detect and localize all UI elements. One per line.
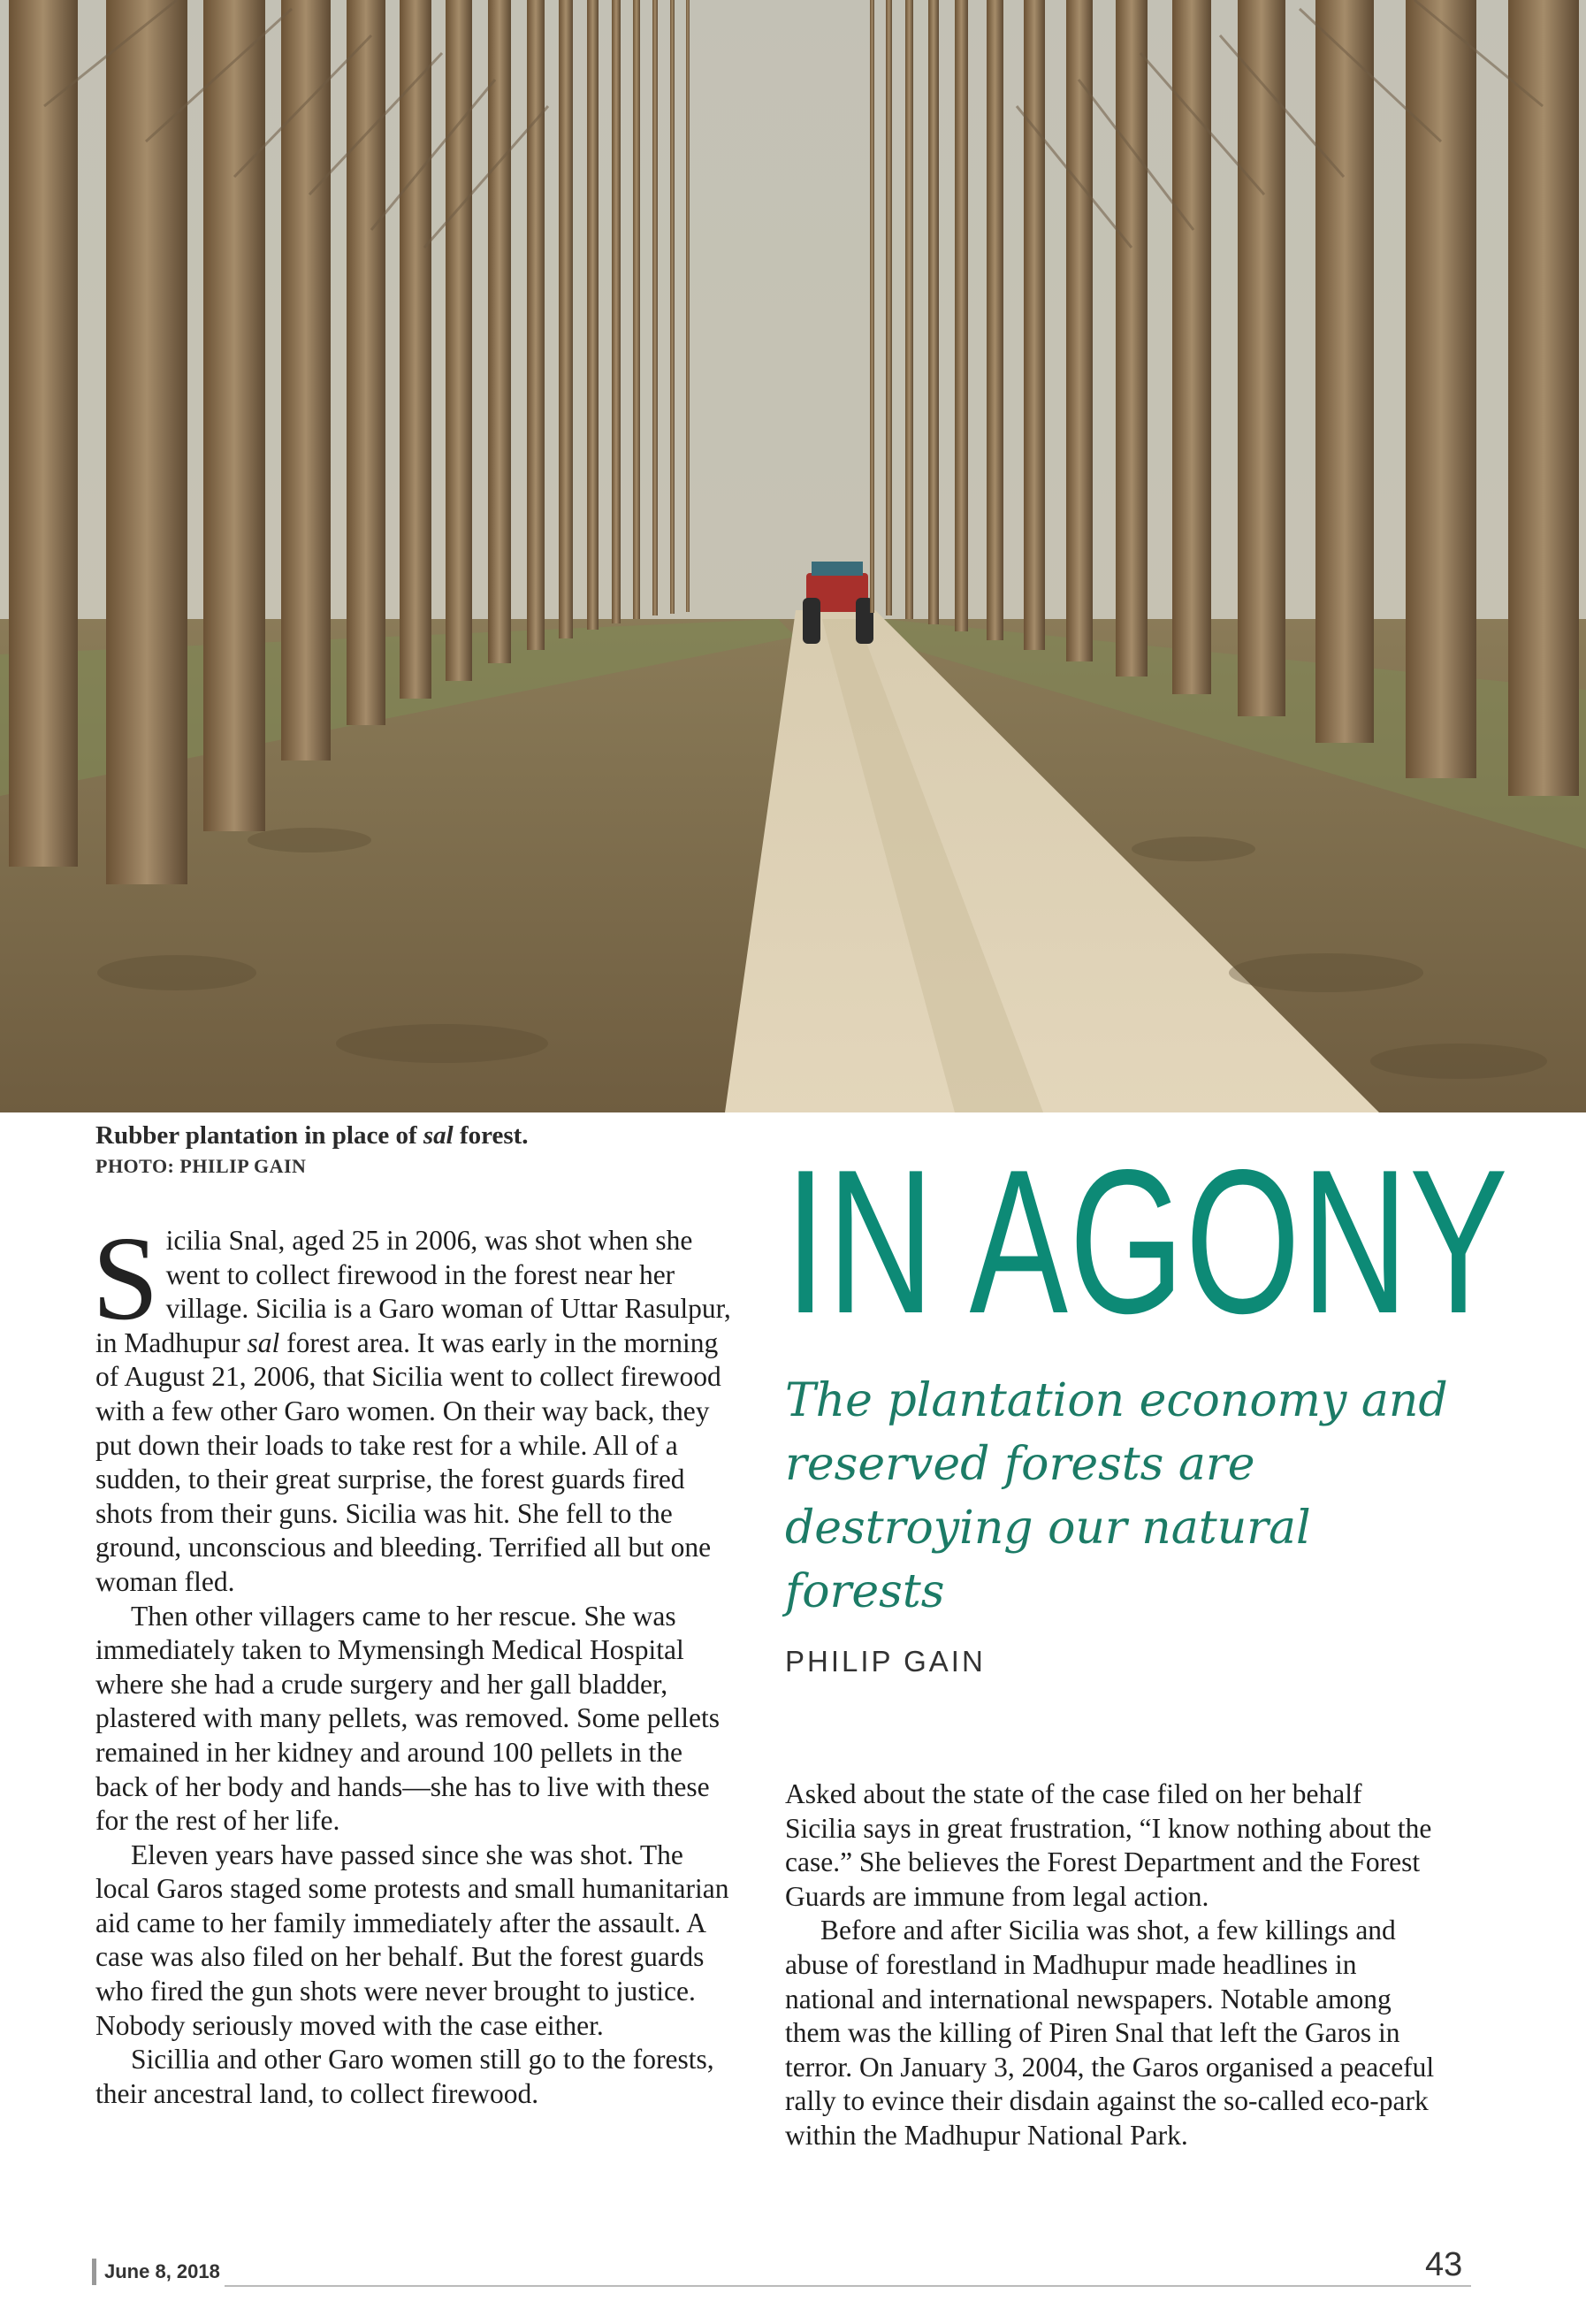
paragraph-2: Then other villagers came to her rescue. She was immediately taken to Mymensingh Medical Hospital where she had a crude surgery and her gall bladder, plastered with many pellets, was removed. Some pellets remained in her kidney and around 100 pellets in the back of her body and hands—she has to live with these for the rest of her life. [95, 1600, 720, 1837]
article-right-column [785, 1777, 1439, 2153]
photo-credit: PHOTO: PHILIP GAIN [95, 1155, 307, 1177]
paragraph-3: Eleven years have passed since she was shot. The local Garos staged some protests and small humanitarian aid came to her family immediately after the assault. A case was also filed on her behalf. But the forest guards who fired the gun shots were never brought to justice. Nobody seriously moved with the case either. [95, 1839, 729, 2041]
page-number: 43 [1425, 2246, 1463, 2283]
article-headline: IN AGONY [785, 1128, 1510, 1357]
photo-illustration [0, 0, 1586, 1112]
rubber-plantation-photo [0, 0, 1586, 1112]
issue-date: June 8, 2018 [104, 2260, 220, 2282]
article-left-column [92, 1212, 734, 2111]
footer-divider [225, 2285, 1471, 2287]
page-footer [92, 2255, 1471, 2292]
paragraph-5: Asked about the state of the case filed on her behalf Sicilia says in great frustration, “I know nothing about the case.” She believes the Forest Department and the Forest Guards are immune from legal action. [785, 1778, 1432, 1912]
paragraph-4: Sicillia and other Garo women still go to the forests, their ancestral land, to collect firewood. [95, 2044, 714, 2109]
caption-title: Rubber plantation in place of sal forest. [95, 1121, 529, 1150]
author-byline: PHILIP GAIN [785, 1645, 986, 1678]
photo-caption [95, 1120, 767, 1178]
article-deck: The plantation economy and reserved forests are destroying our natural forests [785, 1374, 1448, 1618]
paragraph-1: Sicilia Snal, aged 25 in 2006, was shot when she went to collect firewood in the forest near her village. Sicilia is a Garo woman of Uttar Rasulpur, in Madhupur sal forest area. It was early in the morning of August 21, 2006, that Sicilia went to collect firewood with a few other Garo women. On their way back, they put down their loads to take rest for a while. All of a sudden, to their great surprise, the forest guards fired shots from their guns. Sicilia was hit. She fell to the ground, unconscious and bleeding. Terrified all but one woman fled. [92, 1212, 731, 1597]
footer-accent-bar [92, 2259, 96, 2285]
drop-cap: S [92, 1212, 159, 1345]
paragraph-6: Before and after Sicilia was shot, a few killings and abuse of forestland in Madhupur made headlines in national and international newspapers. Notable among them was the killing of Piren Snal that left the Garos in terror. On January 3, 2004, the Garos organised a peaceful rally to evince their disdain against the so-called eco-park within the Madhupur National Park. [785, 1915, 1435, 2151]
